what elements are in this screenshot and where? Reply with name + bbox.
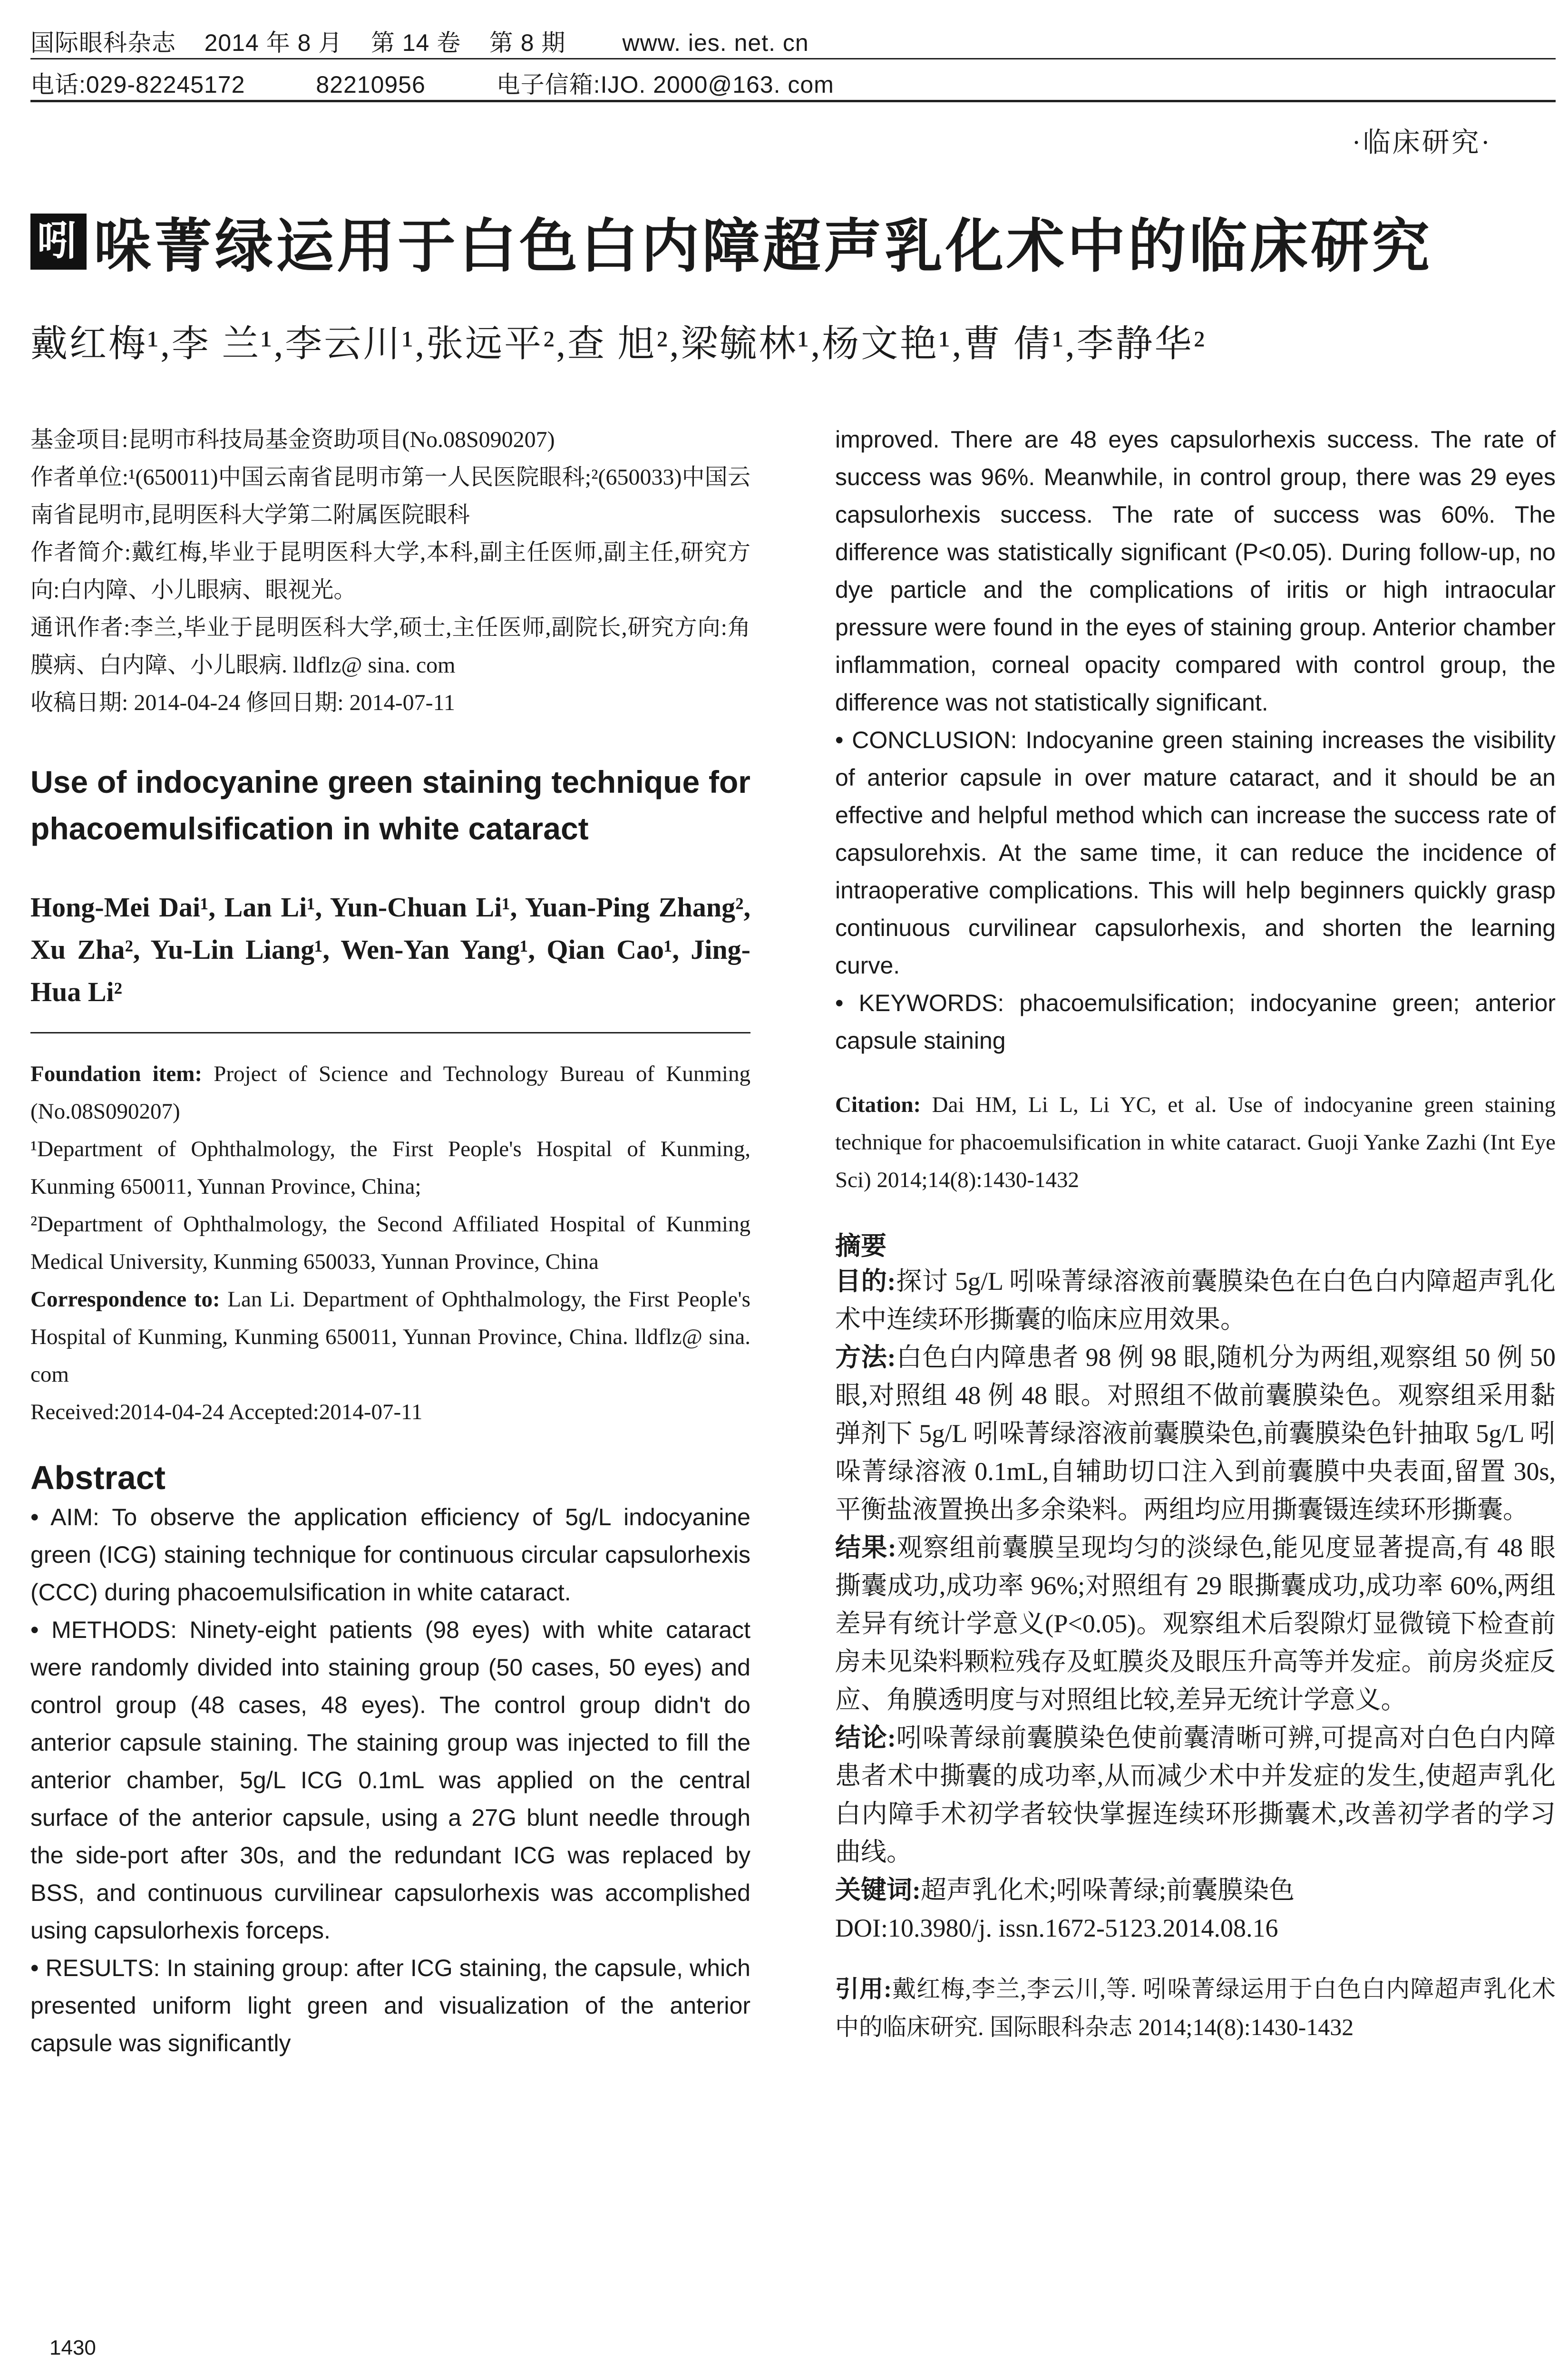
citation-label: Citation:	[835, 1092, 921, 1117]
chinese-abstract	[835, 1262, 1556, 1947]
abstract-methods: • METHODS: Ninety-eight patients (98 eyes) with white cataract were randomly divided into staining group (50 cases, 50 eyes) and control group (48 cases, 48 eyes). The control group didn't do anterior capsule staining. The staining group was injected to fill the anterior chamber, 5g/L ICG 0.1mL was applied on the central surface of the anterior capsule, using a 27G blunt needle through the side-port after 30s, and the redundant ICG was replaced by BSS, and continuous curvilinear capsulorhexis was accomplished using capsulorhexis forceps.	[30, 1617, 750, 1944]
cn-aim	[835, 1262, 1556, 1338]
foundation-item	[30, 1055, 750, 1130]
affiliation-2: ²Department of Ophthalmology, the Second Affiliated Hospital of Kunming Medical University, Kunming 650033, Yunnan Province, China	[30, 1212, 750, 1274]
abstract-keywords: • KEYWORDS: phacoemulsification; indocyanine green; anterior capsule staining	[835, 990, 1556, 1054]
abstract-results-cont: improved. There are 48 eyes capsulorhexis success. The rate of success was 96%. Meanwhile, in control group, there was 29 eyes capsulorhexis success. The rate of success was 60%. The difference was statistically significant (P<0.05). During follow-up, no dye particle and the complications of iritis or high intraocular pressure were found in the eyes of staining group. Anterior chamber inflammation, corneal opacity compared with control group, the difference was not statistically significant.	[835, 426, 1556, 716]
doi: DOI:10.3980/j. issn.1672-5123.2014.08.16	[835, 1914, 1278, 1942]
left-column	[30, 421, 750, 2062]
abstract-conclusion: • CONCLUSION: Indocyanine green staining increases the visibility of anterior capsule in over mature cataract, and it should be an effective and helpful method which can increase the success rate of capsulorehxis. At the same time, it can reduce the incidence of intraoperative complications. This will help beginners quickly grasp continuous curvilinear capsulorhexis, and shorten the learning curve.	[835, 727, 1556, 979]
abstract-results-start: • RESULTS: In staining group: after ICG staining, the capsule, which presented uniform light green and visualization of the anterior capsule was significantly	[30, 1955, 750, 2056]
foundation-label: Foundation item:	[30, 1062, 203, 1086]
cn-conclusion-text: 吲哚菁绿前囊膜染色使前囊清晰可辨,可提高对白色白内障患者术中撕囊的成功率,从而减少术中并发症的发生,使超声乳化白内障手术初学者较快掌握连续环形撕囊术,改善初学者的学习曲线。	[835, 1724, 1556, 1866]
english-article-info	[30, 1055, 750, 1431]
journal-header-line1: 国际眼科杂志 2014 年 8 月 第 14 卷 第 8 期 www. ies. net. cn	[30, 29, 809, 56]
english-title: Use of indocyanine green staining technique for phacoemulsification in white cataract	[30, 764, 750, 846]
english-authors: Hong-Mei Dai¹, Lan Li¹, Yun-Chuan Li¹, Yuan-Ping Zhang², Xu Zha², Yu-Lin Liang¹, Wen-Yan Yang¹, Qian Cao¹, Jing-Hua Li²	[30, 892, 750, 1007]
correspondence-cn: 通讯作者:李兰,毕业于昆明医科大学,硕士,主任医师,副院长,研究方向:角膜病、白内障、小儿眼病. lldflz@ sina. com	[30, 615, 750, 678]
cn-citation-text: 戴红梅,李兰,李云川,等. 吲哚菁绿运用于白色白内障超声乳化术中的临床研究. 国际眼科杂志 2014;14(8):1430-1432	[835, 1976, 1556, 2040]
abstract-body-left	[30, 1499, 750, 2062]
abstract-body-right	[835, 421, 1556, 1060]
cn-citation-label: 引用:	[835, 1976, 892, 2002]
abstract-heading: Abstract	[30, 1459, 166, 1496]
cn-methods-label: 方法:	[835, 1343, 896, 1372]
cn-keywords-text: 超声乳化术;吲哚菁绿;前囊膜染色	[920, 1876, 1295, 1904]
header-rule-thin	[30, 58, 1556, 59]
page-number: 1430	[49, 2336, 96, 2359]
foundation-text: Project of Science and Technology Bureau of Kunming (No.08S090207)	[30, 1062, 750, 1124]
citation	[835, 1086, 1556, 1199]
dates-cn: 收稿日期: 2014-04-24 修回日期: 2014-07-11	[30, 690, 455, 715]
right-column	[835, 421, 1556, 2046]
received-accepted: Received:2014-04-24 Accepted:2014-07-11	[30, 1400, 423, 1424]
cn-results	[835, 1529, 1556, 1719]
funding-cn: 基金项目:昆明市科技局基金资助项目(No.08S090207)	[30, 427, 555, 452]
authors-chinese: 戴红梅¹,李 兰¹,李云川¹,张远平²,查 旭²,梁毓林¹,杨文艳¹,曹 倩¹,李静华²	[30, 323, 1207, 364]
header-rule-thick	[30, 100, 1556, 102]
cn-aim-label: 目的:	[835, 1267, 896, 1296]
title-text: 哚菁绿运用于白色白内障超声乳化术中的临床研究	[93, 215, 1432, 279]
cn-results-label: 结果:	[835, 1533, 896, 1562]
article-title	[30, 200, 1432, 283]
correspondence	[30, 1281, 750, 1393]
journal-header-line2: 电话:029-82245172 82210956 电子信箱:IJO. 2000@163. com	[30, 71, 834, 98]
cn-aim-text: 探讨 5g/L 吲哚菁绿溶液前囊膜染色在白色白内障超声乳化术中连续环形撕囊的临床应用效果。	[835, 1267, 1556, 1334]
title-initial-mark: 吲	[30, 214, 87, 270]
author-bio-cn: 作者简介:戴红梅,毕业于昆明医科大学,本科,副主任医师,副主任,研究方向:白内障、小儿眼病、眼视光。	[30, 540, 750, 603]
cn-methods-text: 白色白内障患者 98 例 98 眼,随机分为两组,观察组 50 例 50 眼,对照组 48 例 48 眼。对照组不做前囊膜染色。观察组采用黏弹剂下 5g/L 吲哚菁绿溶液前囊膜染色,前囊膜染色针抽取 5g/L 吲哚菁绿溶液 0.1mL,自辅助切口注入到前囊膜中央表面,留置 30s,平衡盐液置换出多余染料。两组均应用撕囊镊连续环形撕囊。	[835, 1343, 1556, 1524]
chinese-citation	[835, 1970, 1556, 2046]
chinese-article-info	[30, 421, 750, 721]
correspondence-text: Lan Li. Department of Ophthalmology, the First People's Hospital of Kunming, Kunming 650011, Yunnan Province, China. lldflz@ sina. com	[30, 1287, 750, 1387]
cn-methods	[835, 1338, 1556, 1529]
cn-conclusion	[835, 1719, 1556, 1871]
chinese-abstract-heading: 摘要	[835, 1232, 886, 1260]
abstract-aim: • AIM: To observe the application efficiency of 5g/L indocyanine green (ICG) staining technique for continuous circular capsulorhexis (CCC) during phacoemulsification in white cataract.	[30, 1504, 750, 1606]
cn-keywords-label: 关键词:	[835, 1876, 921, 1904]
cn-conclusion-label: 结论:	[835, 1724, 896, 1752]
cn-results-text: 观察组前囊膜呈现均匀的淡绿色,能见度显著提高,有 48 眼撕囊成功,成功率 96%;对照组有 29 眼撕囊成功,成功率 60%,两组差异有统计学意义(P<0.05)。观察组术后裂隙灯显微镜下检查前房未见染料颗粒残存及虹膜炎及眼压升高等并发症。前房炎症反应、角膜透明度与对照组比较,差异无统计学意义。	[835, 1533, 1556, 1714]
affiliation-1: ¹Department of Ophthalmology, the First People's Hospital of Kunming, Kunming 650011, Yunnan Province, China;	[30, 1137, 750, 1199]
affiliation-cn: 作者单位:¹(650011)中国云南省昆明市第一人民医院眼科;²(650033)中国云南省昆明市,昆明医科大学第二附属医院眼科	[30, 465, 750, 527]
cn-keywords	[835, 1871, 1556, 1909]
correspondence-label: Correspondence to:	[30, 1287, 220, 1312]
info-divider	[30, 1032, 750, 1033]
section-tag: ·临床研究·	[1352, 127, 1492, 158]
citation-text: Dai HM, Li L, Li YC, et al. Use of indocyanine green staining technique for phacoemulsification in white cataract. Guoji Yanke Zazhi (Int Eye Sci) 2014;14(8):1430-1432	[835, 1092, 1556, 1192]
